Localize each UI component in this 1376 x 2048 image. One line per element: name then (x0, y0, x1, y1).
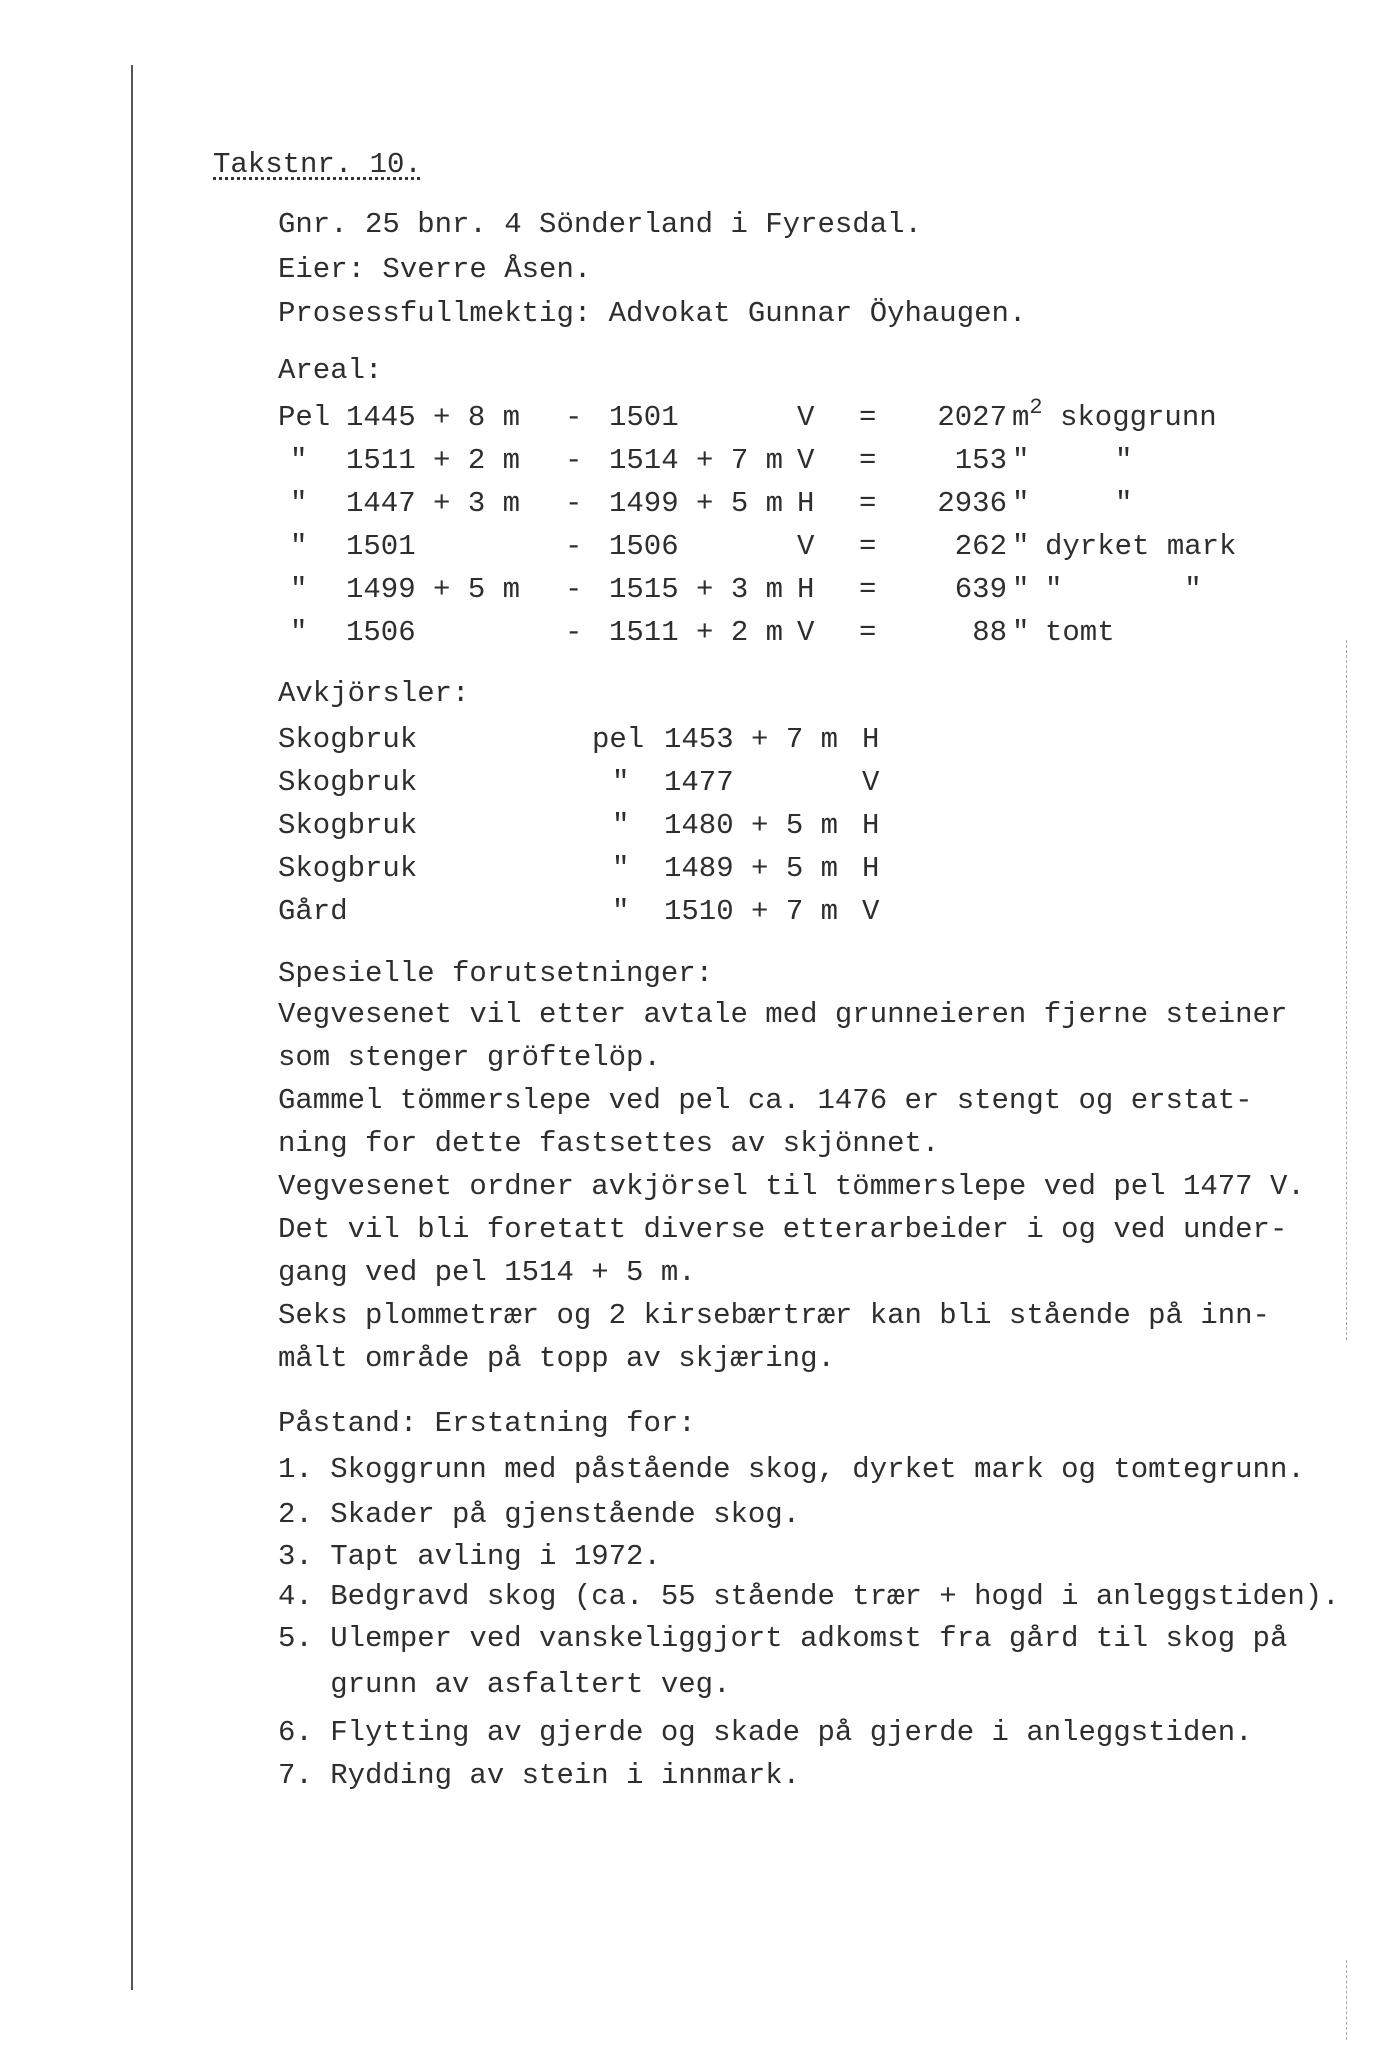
areal-value: 262 (954, 530, 1007, 563)
claim-item: 1. Skoggrunn med påstående skog, dyrket mark og tomtegrunn. (278, 1453, 1305, 1486)
areal-description: " (1115, 487, 1133, 520)
areal-side: V (797, 616, 815, 649)
areal-unit: " (1012, 487, 1030, 520)
avkjorsel-prefix: " (612, 766, 630, 799)
areal-value: 153 (954, 444, 1007, 477)
areal-unit: " (1012, 444, 1030, 477)
avkjorsel-position: 1480 + 5 m (664, 809, 839, 842)
avkjorsel-side: H (862, 723, 880, 756)
areal-side: H (797, 573, 815, 606)
left-margin-line (131, 65, 133, 1990)
areal-from: 1501 (346, 530, 416, 563)
claim-item: 5. Ulemper ved vanskeliggjort adkomst fra gård til skog på (278, 1622, 1288, 1655)
paragraph-line: målt område på topp av skjæring. (278, 1342, 835, 1375)
avkjorsel-position: 1477 (664, 766, 734, 799)
claim-item: grunn av asfaltert veg. (278, 1668, 731, 1701)
areal-side: V (797, 444, 815, 477)
areal-side: H (797, 487, 815, 520)
areal-equals: = (859, 530, 877, 563)
areal-value: 2027 (937, 401, 1007, 434)
owner-line: Eier: Sverre Åsen. (278, 253, 592, 286)
claim-item: 6. Flytting av gjerde og skade på gjerde i anleggstiden. (278, 1716, 1253, 1749)
areal-equals: = (859, 487, 877, 520)
avkjorsel-side: V (862, 895, 880, 928)
areal-description: tomt (1045, 616, 1115, 649)
avkjorsler-heading: Avkjörsler: (278, 677, 470, 710)
areal-from: 1499 + 5 m (346, 573, 521, 606)
areal-dash: - (565, 573, 583, 606)
areal-equals: = (859, 444, 877, 477)
areal-description: " (1115, 444, 1133, 477)
claim-item: 4. Bedgravd skog (ca. 55 stående trær + hogd i anleggstiden). (278, 1580, 1340, 1613)
avkjorsel-position: 1510 + 7 m (664, 895, 839, 928)
areal-equals: = (859, 401, 877, 434)
paragraph-line: gang ved pel 1514 + 5 m. (278, 1256, 696, 1289)
paragraph-line: som stenger gröftelöp. (278, 1041, 661, 1074)
areal-to: 1514 + 7 m (609, 444, 784, 477)
areal-value: 88 (972, 616, 1007, 649)
areal-equals: = (859, 573, 877, 606)
areal-description: dyrket mark (1045, 530, 1237, 563)
areal-to: 1515 + 3 m (609, 573, 784, 606)
claim-item: 7. Rydding av stein i innmark. (278, 1759, 801, 1792)
areal-dash: - (565, 487, 583, 520)
areal-from: 1445 + 8 m (346, 401, 521, 434)
avkjorsel-name: Skogbruk (278, 809, 418, 842)
area-superscript: 2 (1029, 395, 1043, 420)
areal-prefix: " (290, 616, 308, 649)
areal-to: 1511 + 2 m (609, 616, 784, 649)
paragraph-line: Gammel tömmerslepe ved pel ca. 1476 er stengt og erstat- (278, 1084, 1253, 1117)
areal-dash: - (565, 444, 583, 477)
areal-prefix: " (290, 573, 308, 606)
paragraph-line: Det vil bli foretatt diverse etterarbeider i og ved under- (278, 1213, 1288, 1246)
areal-unit: " (1012, 573, 1030, 606)
avkjorsel-name: Skogbruk (278, 766, 418, 799)
areal-equals: = (859, 616, 877, 649)
areal-prefix: " (290, 530, 308, 563)
paragraph-line: Seks plommetrær og 2 kirsebærtrær kan bli stående på inn- (278, 1299, 1270, 1332)
claim-item: 2. Skader på gjenstående skog. (278, 1498, 801, 1531)
areal-side: V (797, 401, 815, 434)
areal-to: 1501 (609, 401, 679, 434)
avkjorsel-side: H (862, 809, 880, 842)
areal-from: 1506 (346, 616, 416, 649)
attorney-line: Prosessfullmektig: Advokat Gunnar Öyhaugen. (278, 297, 1027, 330)
spesielle-heading: Spesielle forutsetninger: (278, 957, 714, 990)
avkjorsel-prefix: " (612, 895, 630, 928)
areal-description: skoggrunn (1060, 401, 1217, 434)
avkjorsel-prefix: " (612, 809, 630, 842)
paragraph-line: Vegvesenet vil etter avtale med grunneieren fjerne steiner (278, 998, 1288, 1031)
areal-unit: $m^2$ (1012, 395, 1043, 434)
avkjorsel-name: Skogbruk (278, 852, 418, 885)
areal-from: 1447 + 3 m (346, 487, 521, 520)
avkjorsel-prefix: pel (592, 723, 645, 756)
right-edge-line (1346, 1960, 1348, 2040)
pastand-heading: Påstand: Erstatning for: (278, 1407, 696, 1440)
paragraph-line: ning for dette fastsettes av skjönnet. (278, 1127, 940, 1160)
areal-side: V (797, 530, 815, 563)
areal-dash: - (565, 401, 583, 434)
areal-value: 2936 (937, 487, 1007, 520)
avkjorsel-name: Skogbruk (278, 723, 418, 756)
avkjorsel-name: Gård (278, 895, 348, 928)
areal-dash: - (565, 616, 583, 649)
avkjorsel-side: H (862, 852, 880, 885)
areal-value: 639 (954, 573, 1007, 606)
avkjorsel-position: 1489 + 5 m (664, 852, 839, 885)
avkjorsel-side: V (862, 766, 880, 799)
avkjorsel-position: 1453 + 7 m (664, 723, 839, 756)
areal-prefix: Pel (278, 401, 331, 434)
property-line: Gnr. 25 bnr. 4 Sönderland i Fyresdal. (278, 208, 922, 241)
areal-description: " " (1045, 573, 1202, 606)
right-edge-line (1346, 640, 1348, 1340)
areal-unit: " (1012, 616, 1030, 649)
areal-to: 1499 + 5 m (609, 487, 784, 520)
areal-prefix: " (290, 444, 308, 477)
avkjorsel-prefix: " (612, 852, 630, 885)
areal-prefix: " (290, 487, 308, 520)
areal-heading: Areal: (278, 354, 383, 387)
document-title: Takstnr. 10. (213, 148, 422, 181)
areal-unit: " (1012, 530, 1030, 563)
paragraph-line: Vegvesenet ordner avkjörsel til tömmerslepe ved pel 1477 V. (278, 1170, 1305, 1203)
claim-item: 3. Tapt avling i 1972. (278, 1540, 661, 1573)
areal-from: 1511 + 2 m (346, 444, 521, 477)
areal-dash: - (565, 530, 583, 563)
areal-to: 1506 (609, 530, 679, 563)
